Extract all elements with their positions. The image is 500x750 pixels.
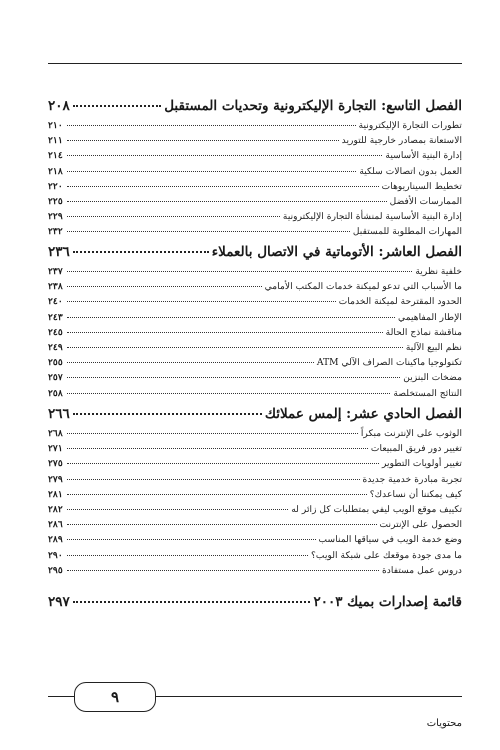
entry-title: تخطيط السيناريوهات [381,180,462,192]
toc-entry[interactable] [48,266,462,281]
entry-page: ٢٢٥ [48,195,63,207]
entry-title: خلفية نظرية [415,266,462,277]
entry-page: ٢٨٦ [48,519,63,531]
dot-leader [73,413,262,415]
dot-leader [67,155,382,156]
entry-title: نظم البيع الآلية [405,341,462,353]
toc-entry[interactable] [48,428,462,443]
dot-leader [67,125,356,126]
entry-page: ٢٤٣ [48,311,63,323]
dot-leader [67,570,379,571]
publications-heading[interactable] [48,594,462,614]
chapter-page: ٢٠٨ [48,98,70,114]
entry-page: ٢١٨ [48,165,63,177]
chapter-9 [48,98,462,242]
entry-title: الحدود المقترحة لميكنة الخدمات [338,296,462,308]
entry-title: المهارات المطلوبة للمستقبل [352,226,462,238]
entry-title: تكنولوجيا ماكينات الصراف الآلي ATM [316,357,462,369]
entry-page: ٢٣٨ [48,281,63,293]
entry-title: تكييف موقع الويب ليفي بمتطلبات كل زائر له [291,503,462,515]
dot-leader [67,362,314,363]
entry-page: ٢٥٥ [48,357,63,369]
toc-entry[interactable] [48,372,462,387]
footer-label: محتويات [426,718,462,729]
toc-entry[interactable] [48,226,462,241]
dot-leader [67,463,379,464]
entry-title: ما مدى جودة موقعك على شبكة الويب؟ [311,549,462,561]
toc-entry[interactable] [48,534,462,549]
toc-entry[interactable] [48,342,462,357]
toc-entry[interactable] [48,296,462,311]
dot-leader [67,479,360,480]
top-rule [48,63,462,64]
chapter-10 [48,244,462,403]
toc-entry[interactable] [48,166,462,181]
dot-leader [67,216,280,217]
entry-title: تجربة مبادرة خدمية جديدة [362,473,462,485]
dot-leader [67,448,368,449]
entry-title: إدارة البنية الأساسية [385,150,462,162]
entry-page: ٢٤٩ [48,341,63,353]
chapter-heading[interactable] [48,406,462,426]
dot-leader [67,377,400,378]
entry-title: كيف يمكننا أن نساعدك؟ [369,488,462,500]
entry-title: وضع خدمة الويب في سياقها المناسب [318,534,462,546]
entry-page: ٢١٤ [48,150,63,162]
entry-page: ٢٧٥ [48,458,63,470]
toc-entry[interactable] [48,474,462,489]
entry-title: تغيير أولويات التطوير [381,458,462,470]
entry-page: ٢١١ [48,135,63,147]
dot-leader [67,433,358,434]
entry-page: ٢٤٠ [48,296,63,308]
toc-entry[interactable] [48,443,462,458]
toc-entry[interactable] [48,550,462,565]
entry-title: إدارة البنية الأساسية لمنشأة التجارة الإليكترونية [282,211,462,223]
toc-entry[interactable] [48,504,462,519]
toc-entry[interactable] [48,181,462,196]
entry-page: ٢٧٩ [48,473,63,485]
toc-entry[interactable] [48,327,462,342]
publications-page: ٢٩٧ [48,594,70,610]
entry-title: مناقشة نماذج الحالة [385,326,462,338]
dot-leader [67,347,403,348]
toc-entry[interactable] [48,281,462,296]
entry-page: ٢٩٠ [48,549,63,561]
dot-leader [73,601,311,603]
chapter-title: الفصل الحادي عشر: إلمس عملائك [264,406,462,422]
dot-leader [67,509,288,510]
entry-title: العمل بدون اتصالات سلكية [359,165,462,177]
entry-page: ٢٣٢ [48,226,63,238]
toc-entry[interactable] [48,519,462,534]
toc-entry[interactable] [48,196,462,211]
entry-page: ٢٩٥ [48,564,63,576]
page-number: ٩ [110,688,120,706]
entry-page: ٢٢٩ [48,211,63,223]
entry-page: ٢٨٩ [48,534,63,546]
dot-leader [67,317,395,318]
entry-page: ٢٧١ [48,443,63,455]
entry-page: ٢٨١ [48,488,63,500]
toc-entry[interactable] [48,357,462,372]
entry-page: ٢٣٧ [48,266,63,277]
chapter-page: ٢٦٦ [48,406,70,422]
entry-title: دروس عمل مستفادة [381,564,462,576]
entry-page: ٢٨٢ [48,503,63,515]
toc-entry[interactable] [48,388,462,403]
entry-title: ما الأسباب التي تدعو لميكنة خدمات المكتب الأمامي [264,281,462,293]
dot-leader [67,494,367,495]
toc-entry[interactable] [48,211,462,226]
entry-title: الحصول على الإنترنت [379,519,462,531]
dot-leader [67,301,336,302]
toc-entry[interactable] [48,120,462,135]
toc-entry[interactable] [48,312,462,327]
dot-leader [67,393,390,394]
toc-entry[interactable] [48,150,462,165]
entry-title: تطورات التجارة الإليكترونية [358,120,462,131]
chapter-heading[interactable] [48,244,462,264]
dot-leader [67,271,412,272]
chapter-title: الفصل العاشر: الأتوماتية في الاتصال بالعملاء [211,244,462,260]
dot-leader [67,539,316,540]
entry-title: الممارسات الأفضل [389,195,462,207]
entry-page: ٢٢٠ [48,180,63,192]
entry-page: ٢٥٧ [48,372,63,384]
dot-leader [67,201,387,202]
entry-title: النتائج المستخلصة [393,387,462,399]
chapter-11 [48,406,462,580]
dot-leader [73,105,161,107]
toc-entry[interactable] [48,565,462,580]
dot-leader [67,231,350,232]
entry-title: الوثوب على الإنترنت مبكراً [360,428,462,439]
dot-leader [73,251,209,253]
dot-leader [67,332,383,333]
publications-list [48,594,462,614]
entry-title: مضخات البنزين [403,372,462,384]
toc-entry[interactable] [48,135,462,150]
dot-leader [67,555,308,556]
entry-page: ٢٦٨ [48,428,63,439]
dot-leader [67,140,339,141]
dot-leader [67,286,262,287]
toc-entry[interactable] [48,489,462,504]
chapter-heading[interactable] [48,98,462,118]
entry-page: ٢٤٥ [48,326,63,338]
dot-leader [67,171,356,172]
dot-leader [67,524,377,525]
chapter-title: الفصل التاسع: التجارة الإليكترونية وتحديات المستقبل [164,98,462,114]
entry-page: ٢١٠ [48,120,63,131]
chapter-page: ٢٣٦ [48,244,70,260]
publications-title: قائمة إصدارات بميك ٢٠٠٣ [313,594,462,610]
entry-title: الإطار المفاهيمي [398,311,462,323]
page-number-box [74,682,156,712]
dot-leader [67,186,379,187]
entry-page: ٢٥٨ [48,387,63,399]
toc-entry[interactable] [48,458,462,473]
entry-title: تغيير دور فريق المبيعات [370,443,462,455]
entry-title: الاستعانة بمصادر خارجية للتوريد [341,135,462,147]
